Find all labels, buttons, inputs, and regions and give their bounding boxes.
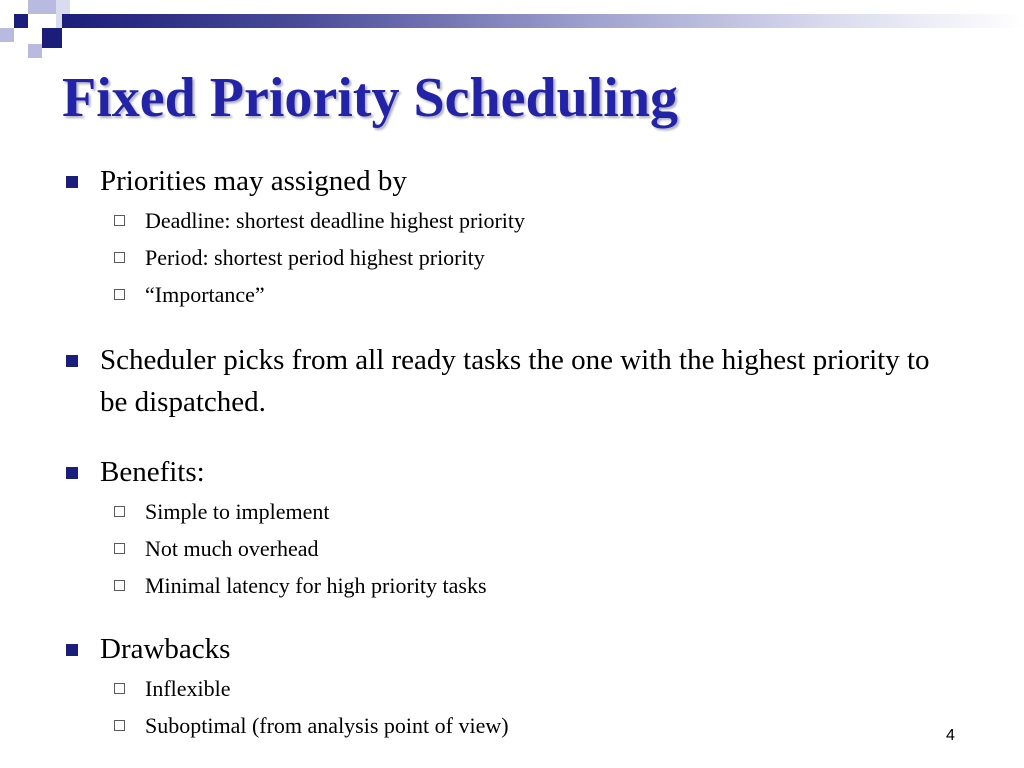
square-bullet-icon (66, 176, 78, 188)
sub-bullet-item (62, 202, 962, 239)
bullet-text: Drawbacks (100, 633, 231, 665)
hollow-square-bullet-icon (114, 580, 125, 591)
hollow-square-bullet-icon (114, 720, 125, 731)
sub-bullet-text: Deadline: shortest deadline highest priority (145, 208, 526, 233)
sub-bullet-item (62, 567, 962, 604)
hollow-square-bullet-icon (114, 683, 125, 694)
sub-bullet-text: Not much overhead (145, 536, 319, 561)
corner-square (28, 44, 42, 58)
page-number: 4 (946, 727, 955, 744)
corner-square (28, 0, 42, 14)
slide-title: Fixed Priority Scheduling (62, 67, 678, 129)
sub-bullet-item (62, 670, 962, 707)
square-bullet-icon (66, 467, 78, 479)
sub-bullet-item (62, 276, 962, 313)
sub-bullet-list (62, 202, 962, 313)
hollow-square-bullet-icon (114, 289, 125, 300)
square-bullet-icon (66, 355, 78, 367)
sub-bullet-text: “Importance” (145, 282, 265, 307)
corner-square (42, 0, 56, 14)
hollow-square-bullet-icon (114, 506, 125, 517)
sub-bullet-list (62, 493, 962, 604)
bullet-item (62, 628, 962, 670)
sub-bullet-text: Period: shortest period highest priority (145, 245, 485, 270)
bullet-item (62, 160, 962, 202)
corner-square (14, 14, 28, 28)
sub-bullet-text: Suboptimal (from analysis point of view) (145, 713, 509, 738)
bullet-item (62, 339, 962, 423)
hollow-square-bullet-icon (114, 543, 125, 554)
bullet-text: Priorities may assigned by (100, 165, 407, 197)
header-gradient-bar (62, 14, 1024, 28)
bullet-text: Benefits: (100, 456, 205, 488)
corner-square (42, 28, 62, 48)
sub-bullet-item (62, 239, 962, 276)
sub-bullet-text: Inflexible (145, 676, 231, 701)
sub-bullet-text: Minimal latency for high priority tasks (145, 573, 487, 598)
hollow-square-bullet-icon (114, 252, 125, 263)
sub-bullet-item (62, 707, 962, 744)
square-bullet-icon (66, 644, 78, 656)
bullet-text: Scheduler picks from all ready tasks the one with the highest priority to be dispatched. (100, 344, 930, 418)
sub-bullet-item (62, 493, 962, 530)
corner-square (0, 28, 14, 42)
sub-bullet-item (62, 530, 962, 567)
sub-bullet-list (62, 670, 962, 744)
sub-bullet-text: Simple to implement (145, 499, 330, 524)
hollow-square-bullet-icon (114, 215, 125, 226)
corner-square (56, 0, 70, 14)
bullet-item (62, 451, 962, 493)
bullet-list (62, 160, 962, 744)
